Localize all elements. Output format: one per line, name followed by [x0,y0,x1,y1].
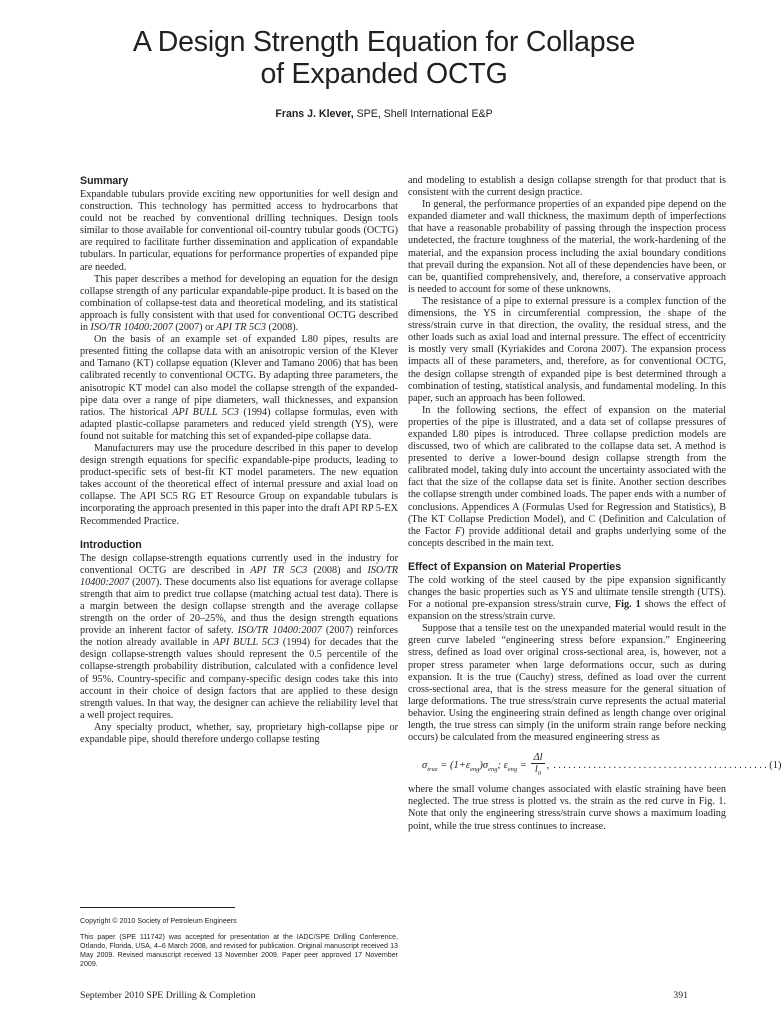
left-column [80,175,398,746]
summary-paragraph-3: On the basis of an example set of expanded L80 pipes, results are presented fitting the collapse data with an anisotropic version of the Klever and Tamano (KT) collapse equation (Klever and Tamano 2006) that has been calibrated recently to conventional OCTG. By adapting three parameters, the anisotropic KT model can also model the collapse strength of the expanded-pipe data over a range of pipe diameters, wall thicknesses, and expansion ratios. The historical API BULL 5C3 (1994) collapse formulas, even with adapted plastic-collapse parameters and reduced yield strength (YS), were found not suitable for matching this set of expanded-pipe collapse data. [80,334,398,442]
body-paragraph-outline: In the following sections, the effect of expansion on the material properties of the pipe is illustrated, and a data set of collapse pressures of expanded L80 pipes is introduced. Three collapse prediction models are discussed, two of which are calibrated to the collapse data set. A method is presented to derive a lower-bound design collapse strength from the calibrated model, taking duly into account the uncertainty associated with the fact that the size of the collapse data set is finite. Another section describes the collapse strength under combined loads. The paper ends with a number of conclusions. Appendices A (Formulas Used for Regression and Statistics), B (The KT Collapse Prediction Model), and C (Definition and Calculation of the Factor F) provide additional detail and graphs underlying some of the concepts described in the main text. [408,404,726,549]
journal-footer: September 2010 SPE Drilling & Completion [80,990,256,1001]
reference-api-tr-5c3: API TR 5C3 [250,564,308,576]
delta-l-over-l0-fraction: $\frac{\Delta l}{l_0}$ [533,751,543,777]
body-paragraph-tensile-test: Suppose that a tensile test on the unexpanded material would result in the green curve labeled “engineering stress before expansion.” Engineering stress, defined as load over original cross-sectional area, is, however, not a proper stress parameter when large deformations occur, such as during expansion. It is the true (Cauchy) stress, defined as load over the current cross-sectional area, that is the stress measure for the general situation of large deformations. The true stress/strain curve represents the actual material behavior. Using the engineering strain defined as length change over original length, the true stress can simply (in the uniform strain range before necking occurs) be calculated from the measured engineering stress as [408,623,726,744]
effect-of-expansion-heading: Effect of Expansion on Material Properties [408,560,622,573]
summary-paragraph-2: This paper describes a method for developing an equation for the design collapse strength of any particular expandable-pipe product. It is based on the combination of collapse-test data and theoretical modeling, and its statistical approach is fully consistent with that used for conventional OCTG described in ISO/TR 10400:2007 (2007) or API TR 5C3 (2008). [80,273,398,334]
footnote-divider [80,907,235,908]
reference-api-bull-5c3: API BULL 5C3 [172,406,239,418]
body-paragraph-performance: In general, the performance properties of an expanded pipe depend on the expanded diameter and wall thickness, the maximum depth of imperfections that have a reasonable probability of passing through the inspection process undetected, the fracture toughness of the material, the work-hardening of the material, and the expansion process including the axial boundary conditions that prevail during the expansion. Not all of these dependencies have been, or can be, quantified comprehensively, and, therefore, a conservative approach is needed to account for some of these unknowns. [408,199,726,295]
reference-iso-tr-10400: ISO/TR 10400:2007 [237,625,322,637]
reference-api-tr-5c3: API TR 5C3 [216,322,266,334]
equation-1-formula: $\sigma_{true} = (1+\varepsilon_{eng})\sigma_{eng}$; $\varepsilon_{eng}$ = $\frac{\Delta l}{l_0}$ , [422,751,550,777]
paper-title [40,26,728,90]
reference-api-bull-5c3: API BULL 5C3 [213,637,279,649]
equation-1 [408,750,782,780]
paper-publication-note: This paper (SPE 111742) was accepted for presentation at the IADC/SPE Drilling Conference, Orlando, Florida, USA, 4–6 March 2008, and revised for publication. Original manuscript received 13 May 2009. Revised manuscript received 13 November 2009. Paper peer approved 17 November 2009. [80,933,398,968]
introduction-heading: Introduction [80,538,142,551]
title-line-1: A Design Strength Equation for Collapse [132,26,636,58]
page-number: 391 [673,990,688,1001]
copyright-notice: Copyright © 2010 Society of Petroleum Engineers [80,917,237,925]
body-paragraph-resistance: The resistance of a pipe to external pressure is a complex function of the dimensions, the YS in circumferential compression, the shape of the stress/strain curve in that direction, the ovality, the residual stress, and the other loads such as axial load and internal pressure. The effect of eccentricity is mostly very small (Kyriakides and Corona 2007). The expansion process impacts all of these parameters, and, therefore, as for conventional OCTG, the design collapse strength of expanded pipe is best determined through a combination of testing, statistical analysis, and fundamental modeling. In this paper, such an approach has been followed. [408,295,726,404]
title-line-2: of Expanded OCTG [260,58,508,90]
equation-number: (1) [769,759,782,771]
introduction-paragraph-1: The design collapse-strength equations currently used in the industry for conventional OCTG are described in API TR 5C3 (2008) and ISO/TR 10400:2007 (2007). These documents also list equations for average collapse strength that aim to predict true collapse (matching actual test data). There is a margin between the design collapse strength and the average collapse strength on the order of 20–25%, and thus the design strength equations provide an inherent factor of safety. ISO/TR 10400:2007 (2007) reinforces the notion already available in API BULL 5C3 (1994) for decades that the design collapse-strength values should represent the 0.5 percentile of the collapse-strength probability distribution, calculated with a confidence level of 95%. Country-specific and company-specific design codes take this into account in their choice of design factors that are applied to these design strength values. In that way, the designer can achieve the reliability level that a well project requires. [80,552,398,721]
summary-heading: Summary [80,175,129,187]
author-line [40,108,728,120]
reference-iso-tr-10400: ISO/TR 10400:2007 [80,564,398,588]
introduction-paragraph-2: Any specialty product, whether, say, proprietary high-collapse pipe or expandable pipe, should therefore undergo collapse testing [80,721,398,746]
reference-iso-tr-10400: ISO/TR 10400:2007 [90,322,173,334]
summary-paragraph-4: Manufacturers may use the procedure described in this paper to develop design strength equations for specific expandable-pipe products, leading to product-specific sets of best-fit KT model parameters. The new equation takes account of the theoretical effect of internal pressure and axial load on collapse. The API SC5 RG ET Resource Group on expandable tubulars is incorporating the approach presented in this paper into the draft API RP 5-EX Recommended Practice. [80,442,398,527]
equation-leader-dots: ........................................... [553,759,770,771]
summary-paragraph-1: Expandable tubulars provide exciting new opportunities for well design and construction. This technology has permitted access to hydrocarbons that could not be reached by conventional drilling techniques. Design tools similar to those available for conventional oil-country tubular goods (OCTG) are required to facilitate further dissemination and application of expandable tubulars. In particular, equations for performance properties of expanded pipe are needed. [80,189,398,273]
author-affiliation: SPE, Shell International E&P [353,108,493,120]
body-paragraph-cold-working: The cold working of the steel caused by the pipe expansion significantly changes the basic properties such as YS and ultimate tensile strength (UTS). For a notional pre-expansion stress/strain curve, Fig. 1 shows the effect of expansion on the stress/strain curve. [408,574,726,623]
right-column [408,175,782,833]
figure-1-reference: Fig. 1 [614,599,641,611]
author-name: Frans J. Klever, [275,108,354,120]
factor-f-variable: F [455,525,462,537]
continued-paragraph: and modeling to establish a design collapse strength for that product that is consistent with the current design practice. [408,175,726,199]
body-paragraph-volume-changes: where the small volume changes associated with elastic straining have been neglected. The true stress is plotted vs. the strain as the red curve in Fig. 1. Note that only the engineering stress/strain curve shows a maximum loading point, while the true stress continues to increase. [408,784,726,832]
